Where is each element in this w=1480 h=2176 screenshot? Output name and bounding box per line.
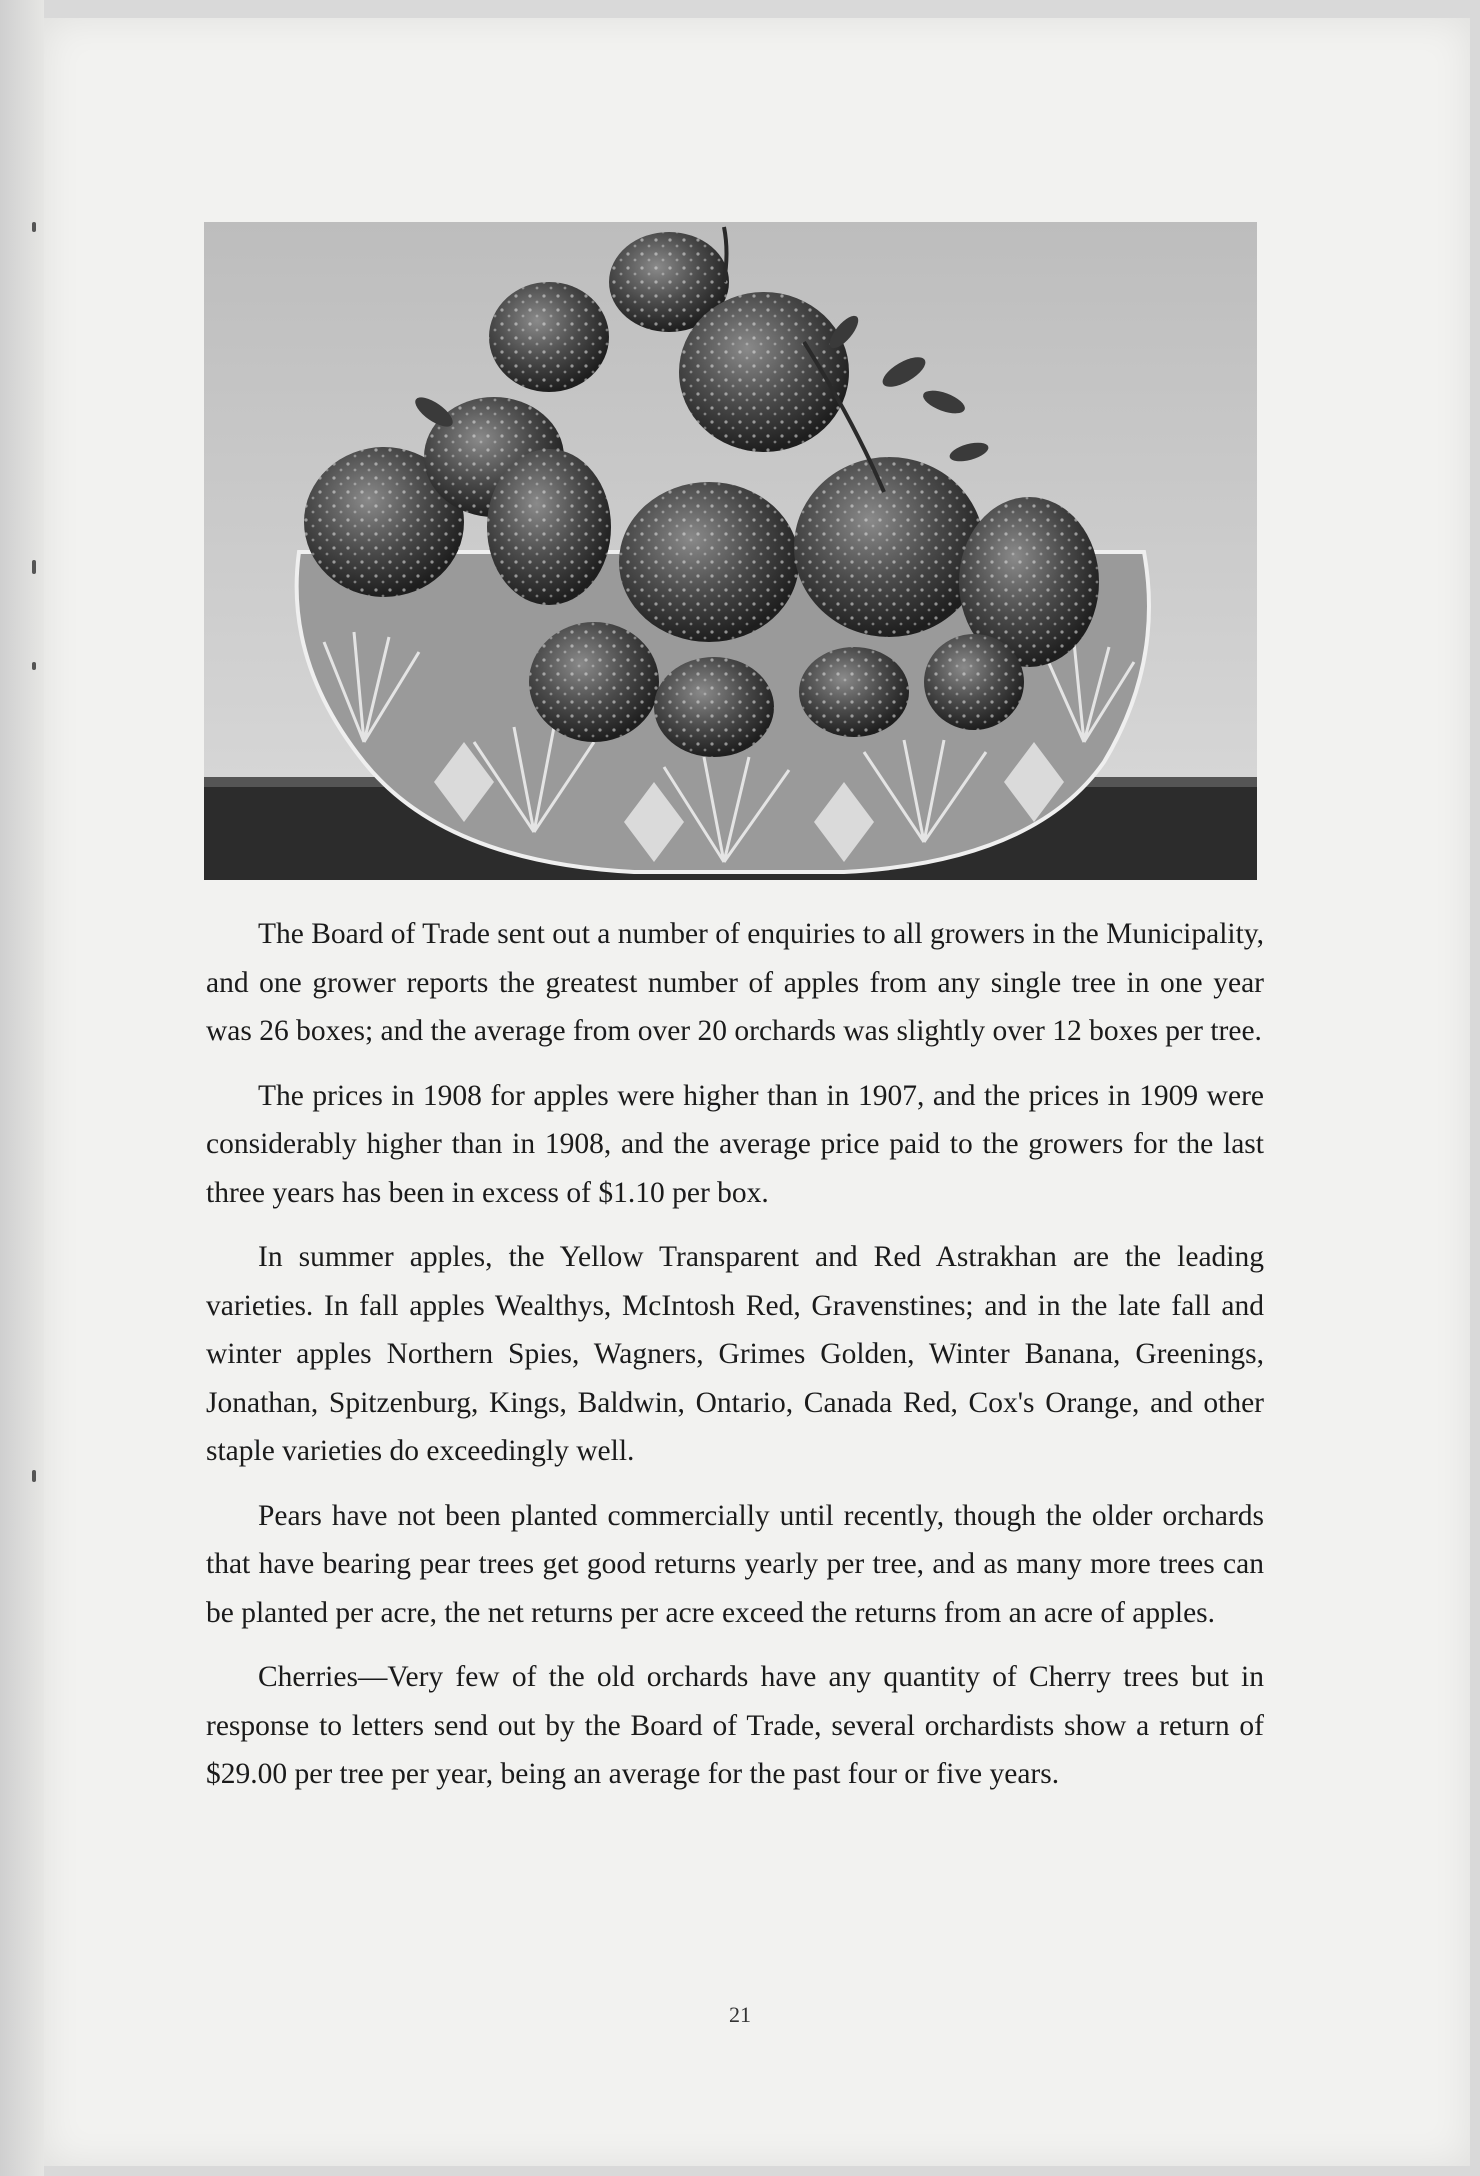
- paragraph-apple-yields: The Board of Trade sent out a number of enquiries to all growers in the Municipality, and one grower reports the greatest number of apples from any single tree in one year was 26 boxes; and the average from over 20 orchards was slightly over 12 boxes per tree.: [206, 918, 1264, 1047]
- binding-mark: [32, 1470, 36, 1482]
- paragraph-cherries: Cherries—Very few of the old orchards have any quantity of Cherry trees but in response to letters send out by the Board of Trade, several orchardists show a return of $29.00 per tree per year, being an average for the past four or five years.: [206, 1661, 1264, 1790]
- binding-edge: [0, 0, 44, 2176]
- binding-mark: [32, 560, 36, 574]
- strawberry-bowl-photo: [204, 222, 1257, 880]
- binding-mark: [32, 222, 36, 232]
- body-text: [206, 910, 1264, 1815]
- binding-mark: [32, 662, 36, 670]
- paragraph-pears: Pears have not been planted commercially until recently, though the older orchards that have bearing pear trees get good returns yearly per tree, and as many more trees can be planted per acre, the net returns per acre exceed the returns from an acre of apples.: [206, 1499, 1264, 1629]
- page-number: 21: [729, 2002, 751, 2027]
- paragraph-apple-prices: The prices in 1908 for apples were higher than in 1907, and the prices in 1909 were considerably higher than in 1908, and the average price paid to the growers for the last three years has been in excess of $1.10 per box.: [206, 1079, 1264, 1209]
- paragraph-apple-varieties: In summer apples, the Yellow Transparent and Red Astrakhan are the leading varieties. In fall apples Wealthys, McIntosh Red, Gravenstines; and in the late fall and winter apples Northern Spies, Wagners, Grimes Golden, Winter Banana, Greenings, Jonathan, Spitzenburg, Kings, Baldwin, Ontario, Canada Red, Cox's Orange, and other staple varieties do exceedingly well.: [206, 1241, 1264, 1467]
